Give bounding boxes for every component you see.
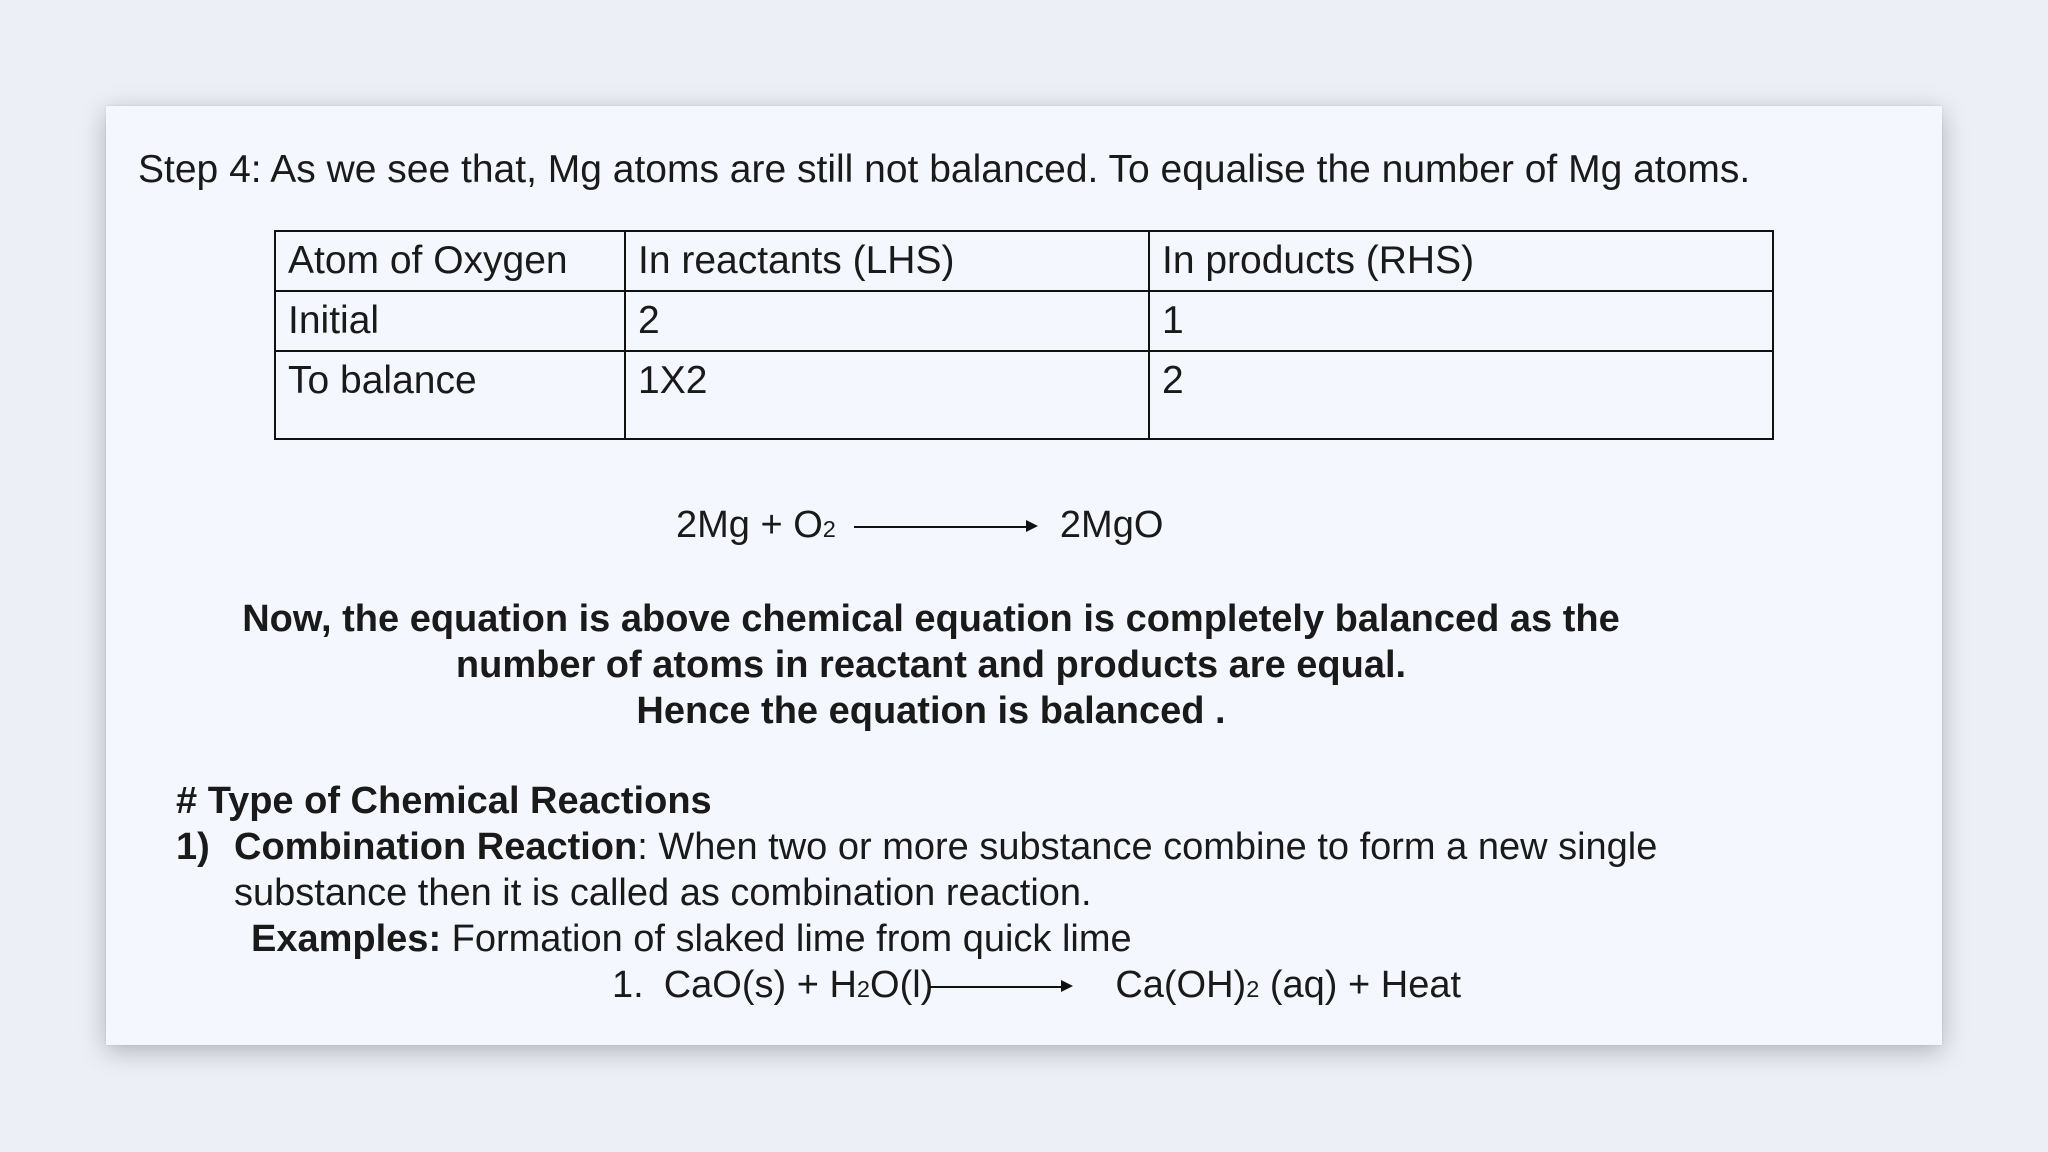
item-text-continued: substance then it is called as combination reaction. [234, 872, 1092, 914]
item-number: 1) [176, 826, 210, 868]
examples-label: Examples: [251, 918, 442, 960]
table-cell: 2 [1149, 351, 1773, 439]
table-cell: 1 [1149, 291, 1773, 351]
examples-text: Formation of slaked lime from quick lime [441, 918, 1132, 960]
item-term: Combination Reaction [234, 826, 638, 868]
equation-reactants: 2Mg + O [676, 504, 823, 546]
conclusion-line: Hence the equation is balanced . [636, 690, 1226, 732]
step-text: Step 4: As we see that, Mg atoms are still not balanced. To equalise the number of Mg atoms. [138, 148, 1751, 191]
table-header-cell: In reactants (LHS) [625, 231, 1149, 291]
table-cell: To balance [275, 351, 625, 439]
conclusion-line: number of atoms in reactant and products are equal. [455, 644, 1407, 686]
table-header-cell: In products (RHS) [1149, 231, 1773, 291]
table-cell: Initial [275, 291, 625, 351]
table-header-row [275, 231, 1773, 291]
list-item [176, 826, 1657, 869]
balanced-equation [676, 504, 1163, 547]
table-cell: 2 [625, 291, 1149, 351]
table-header-cell: Atom of Oxygen [275, 231, 625, 291]
table-row [275, 291, 1773, 351]
conclusion-line: Now, the equation is above chemical equation is completely balanced as the [242, 598, 1620, 640]
reaction-arrow-icon [929, 966, 1073, 1006]
table-row [275, 351, 1773, 439]
item-text: : When two or more substance combine to form a new single [637, 826, 1658, 868]
equation-product: 2MgO [1059, 504, 1164, 546]
equation-reactants: CaO(s) + H [663, 964, 857, 1006]
equation-reactants-rest: O(l) [870, 964, 934, 1006]
oxygen-atom-table [274, 230, 1774, 440]
conclusion-text [106, 596, 1756, 734]
equation-product: Ca(OH) [1115, 964, 1247, 1006]
example-equation [612, 964, 1461, 1007]
subscript: 2 [1246, 976, 1260, 1002]
slide [106, 106, 1942, 1045]
reaction-arrow-icon [854, 506, 1038, 546]
section-heading: # Type of Chemical Reactions [176, 780, 712, 822]
examples-line [251, 918, 1132, 961]
table-cell: 1X2 [625, 351, 1149, 439]
equation-number: 1. [612, 964, 644, 1006]
equation-product-rest: (aq) + Heat [1259, 964, 1462, 1006]
subscript: 2 [856, 976, 871, 1002]
subscript: 2 [822, 516, 836, 542]
